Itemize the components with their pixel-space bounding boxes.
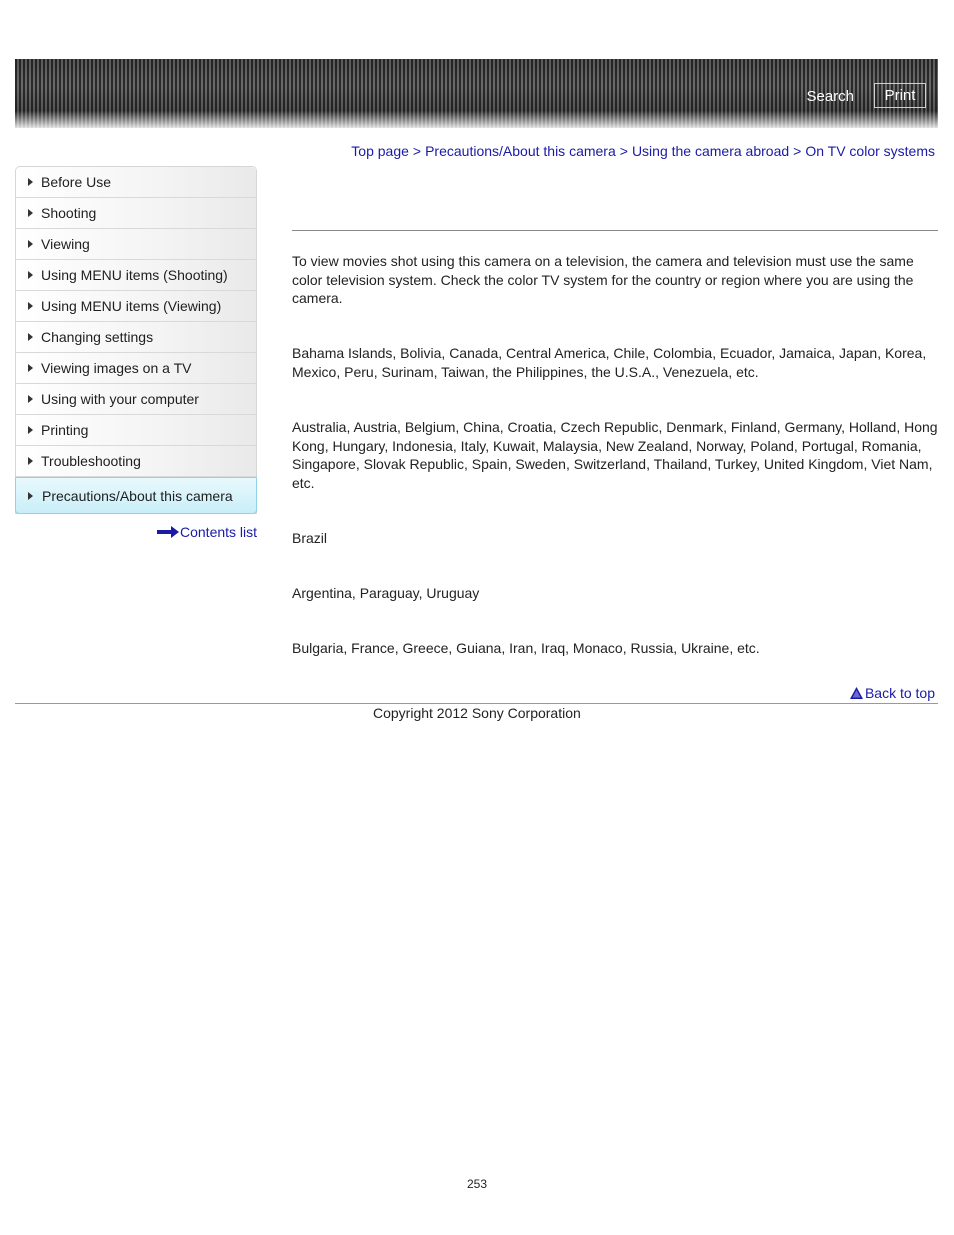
page-number: 253	[466, 1177, 488, 1191]
pal-n-countries: Argentina, Paraguay, Uruguay	[292, 585, 480, 601]
caret-right-icon	[28, 364, 33, 372]
sidebar-item-label: Using MENU items (Viewing)	[41, 298, 222, 314]
sidebar-item-label: Before Use	[41, 174, 112, 190]
print-button[interactable]: Print	[874, 83, 926, 108]
triangle-up-icon	[850, 687, 863, 699]
intro-paragraph: To view movies shot using this camera on a television, the camera and television must use the same color television system. Check the color TV system for the country or region where you are using the camera.	[292, 253, 914, 306]
caret-right-icon	[28, 457, 33, 465]
sidebar-item-printing[interactable]	[16, 415, 256, 446]
sidebar-item-label: Using MENU items (Shooting)	[41, 267, 228, 283]
copyright-text: Copyright 2012 Sony Corporation	[373, 705, 581, 721]
caret-right-icon	[28, 178, 33, 186]
breadcrumb-top-page[interactable]: Top page	[351, 143, 409, 159]
caret-right-icon	[28, 240, 33, 248]
breadcrumb-separator: >	[412, 143, 422, 159]
breadcrumb-separator: >	[619, 143, 628, 159]
caret-right-icon	[28, 209, 33, 217]
sidebar-item-viewing[interactable]	[16, 229, 256, 260]
breadcrumb	[351, 143, 935, 159]
caret-right-icon	[28, 426, 33, 434]
sidebar-item-viewing-on-tv[interactable]	[16, 353, 256, 384]
sidebar-item-using-computer[interactable]	[16, 384, 256, 415]
pal-m-countries: Brazil	[292, 530, 328, 546]
sidebar-item-changing-settings[interactable]	[16, 322, 256, 353]
sidebar-nav	[15, 166, 257, 514]
caret-right-icon	[28, 302, 33, 310]
sidebar-item-label: Troubleshooting	[41, 453, 141, 469]
caret-right-icon	[28, 333, 33, 341]
sidebar-item-label: Using with your computer	[41, 391, 199, 407]
breadcrumb-tv-color-systems[interactable]: On TV color systems	[805, 143, 935, 159]
sidebar-item-menu-shooting[interactable]	[16, 260, 256, 291]
sidebar-item-menu-viewing[interactable]	[16, 291, 256, 322]
breadcrumb-separator: >	[793, 143, 802, 159]
title-divider	[292, 230, 938, 231]
header-bar	[15, 59, 938, 128]
footer-divider	[15, 703, 938, 704]
sidebar-item-label: Viewing images on a TV	[41, 360, 192, 376]
sidebar-item-label: Shooting	[41, 205, 97, 221]
sidebar-item-troubleshooting[interactable]	[16, 446, 256, 477]
sidebar-item-label: Printing	[41, 422, 89, 438]
contents-list-link[interactable]	[157, 524, 257, 540]
sidebar-item-label: Precautions/About this camera	[42, 487, 233, 504]
sidebar-item-label: Changing settings	[41, 329, 154, 345]
caret-right-icon	[28, 271, 33, 279]
breadcrumb-precautions[interactable]: Precautions/About this camera	[425, 143, 616, 159]
caret-right-icon	[28, 395, 33, 403]
pal-countries: Australia, Austria, Belgium, China, Croatia, Czech Republic, Denmark, Finland, Germany, Holland, Hong Kong, Hungary, Indonesia, Italy, Kuwait, Malaysia, New Zealand, Norway, Poland, Portugal, Romania, Singapore, Slovak Republic, Spain, Sweden, Switzerland, Thailand, Turkey, United Kingdom, Viet Nam, etc.	[292, 419, 938, 491]
contents-list-label: Contents list	[180, 524, 258, 540]
sidebar-item-label: Viewing	[41, 236, 90, 252]
ntsc-countries: Bahama Islands, Bolivia, Canada, Central America, Chile, Colombia, Ecuador, Jamaica, Japan, Korea, Mexico, Peru, Surinam, Taiwan, the Philippines, the U.S.A., Venezuela, etc.	[292, 345, 927, 380]
sidebar-item-shooting[interactable]	[16, 198, 256, 229]
secam-countries: Bulgaria, France, Greece, Guiana, Iran, Iraq, Monaco, Russia, Ukraine, etc.	[292, 640, 760, 656]
sidebar-item-before-use[interactable]	[16, 167, 256, 198]
search-link[interactable]: Search	[806, 88, 854, 105]
back-to-top-label: Back to top	[864, 685, 935, 701]
breadcrumb-camera-abroad[interactable]: Using the camera abroad	[631, 143, 790, 159]
back-to-top-link[interactable]	[850, 685, 935, 701]
arrow-right-icon	[157, 526, 179, 538]
sidebar-item-precautions[interactable]	[15, 477, 257, 514]
caret-right-icon	[28, 492, 33, 500]
